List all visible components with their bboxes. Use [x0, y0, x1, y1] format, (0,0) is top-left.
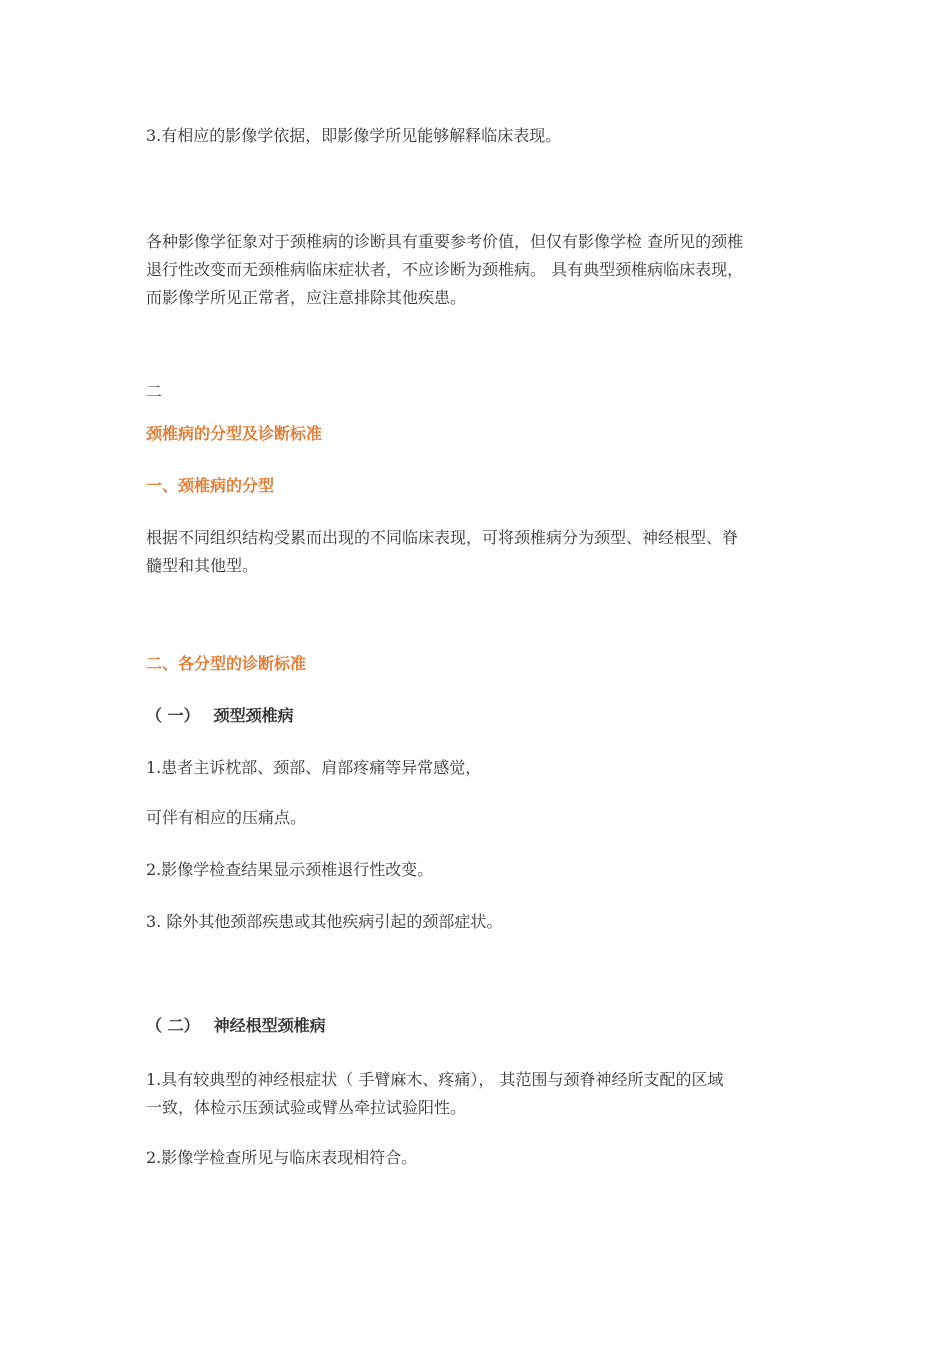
- section-title: 颈椎病的分型及诊断标准: [146, 424, 323, 443]
- neck-item-3: 3. 除外其他颈部疾患或其他疾病引起的颈部症状。: [146, 912, 503, 931]
- subheading-radic-title: 神经根型颈椎病: [213, 1016, 326, 1035]
- heading-classification: 一、颈椎病的分型: [146, 476, 275, 495]
- radic-item-1: [146, 1066, 806, 1122]
- types-line-1: 根据不同组织结构受累而出现的不同临床表现，可将颈椎病分为颈型、神经根型、脊: [146, 528, 739, 547]
- subheading-neck-number: （ 一）: [146, 706, 200, 725]
- subheading-radiculopathy-type: [146, 1012, 806, 1040]
- subheading-radic-number: （ 二）: [146, 1016, 200, 1035]
- imaging-line-2: 退行性改变而无颈椎病临床症状者，不应诊断为颈椎病。 具有典型颈椎病临床表现，: [146, 260, 744, 279]
- neck-item-1b: 可伴有相应的压痛点。: [146, 808, 307, 827]
- radic-item-2: 2.影像学检查所见与临床表现相符合。: [146, 1148, 418, 1167]
- imaging-line-1: 各种影像学征象对于颈椎病的诊断具有重要参考价值，但仅有影像学检 查所见的颈椎: [146, 232, 744, 251]
- heading-diagnostic-criteria: 二、各分型的诊断标准: [146, 654, 307, 673]
- subheading-neck-type: [146, 702, 806, 730]
- subheading-neck-title: 颈型颈椎病: [213, 706, 294, 725]
- imaging-line-3: 而影像学所见正常者，应注意排除其他疾患。: [146, 288, 467, 307]
- types-paragraph: [146, 524, 806, 580]
- types-line-2: 髓型和其他型。: [146, 556, 259, 575]
- criterion-3: 3.有相应的影像学依据，即影像学所见能够解释临床表现。: [146, 126, 562, 145]
- radic-item-1-line-2: 一致，体检示压颈试验或臂丛牵拉试验阳性。: [146, 1098, 467, 1117]
- section-number: 二: [146, 382, 163, 401]
- neck-item-2: 2.影像学检查结果显示颈椎退行性改变。: [146, 860, 434, 879]
- radic-item-1-line-1: 1.具有较典型的神经根症状（ 手臂麻木、疼痛）， 其范围与颈脊神经所支配的区域: [146, 1070, 724, 1089]
- neck-item-1: 1.患者主诉枕部、颈部、肩部疼痛等异常感觉，: [146, 758, 482, 777]
- imaging-paragraph: [146, 228, 806, 312]
